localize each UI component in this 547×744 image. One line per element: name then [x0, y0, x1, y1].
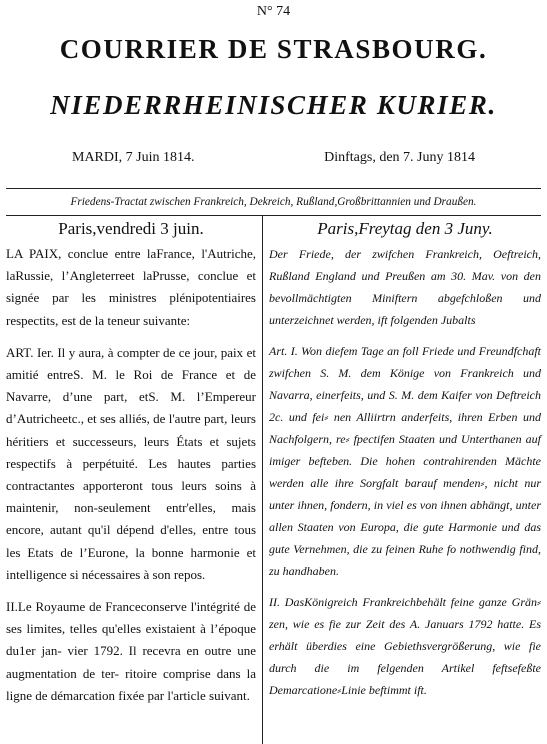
german-paragraph-2: Art. I. Won diefem Tage an foll Friede und Freundfchaft zwifchen S. M. dem Könige von Frankreich und Navarra, einerfeits, und S. M. dem Kaifer von Deftreich 2c. und fei⸗ nen Alliirtrn anderfeits, ihren Erben und Nachfolgern, re⸗ fpectifen Staaten und Unterthanen auf imiger befteben. Die hohen contrahirenden Mächte werden alle ihre Sorgfalt barauf menden⸗, nicht nur unter ihnen, fondern, in viel es von ihnen abhängt, unter allen Staaten von Europa, die gute Harmonie und das gute Vernehmen, die zu feinen Ruhe fo nothwendig find, zu handhaben.	[269, 344, 541, 578]
french-paragraph-2: ART. Ier. Il y aura, à compter de ce jour, paix et amitié entreS. M. le Roi de France et de Navarre, d’une part, etS. M. l’Empereur d’Autricheetc., et ses alliés, de l'autre part, leurs héritiers et successeurs, leurs États et sujets respectifs à perpétuité. Les hautes parties contractantes apporteront tous leurs soins à maintenir, non-seulement entr'elles, mais encore, autant qu'il dépend d'elles, entre tous les Etats de l’Eurone, la bonne harmonie et intelligence si nécessaires à son repos.	[6, 344, 256, 582]
date-french: MARDI, 7 Juin 1814.	[72, 150, 195, 165]
french-column	[6, 219, 256, 717]
german-column	[269, 219, 541, 710]
issue-number: N° 74	[256, 4, 291, 19]
french-paragraph-3: II.Le Royaume de Franceconserve l'intégrité de ses limites, telles qu'elles existaient à l’époque du1er jan- vier 1792. Il recevra en outre une augmentation de ter- ritoire comprise dans la ligne de démarcation fixée par l'article suivant.	[6, 599, 256, 703]
section-divider	[6, 215, 541, 216]
german-paragraph-3: II. DasKönigreich Frankreichbehält feine ganze Grän⸗ zen, wie es fie zur Zeit des A. Januars 1792 hatte. Es erhält überdies eine Gebiethsvergrößerung, wie fie durch die im felgenden Artikel feftsefeßte Demarcatione⸗Linie beftimmt ift.	[269, 595, 541, 697]
top-divider	[6, 188, 541, 189]
treaty-heading: Friedens-Tractat zwischen Frankreich, Dekreich, Rußland,Großbrittannien und Draußen.	[70, 196, 477, 208]
masthead-german: NIEDERRHEINISCHER KURIER.	[50, 90, 497, 120]
date-german: Dinftags, den 7. Juny 1814	[324, 150, 475, 165]
german-paragraph-1: Der Friede, der zwifchen Frankreich, Oeftreich, Rußland England und Preußen am 30. Mav. von den bevollmächtigten Miniftern abgefchloßen und unterzeichnet werden, ift folgenden Jubalts	[269, 247, 541, 327]
french-dateline: Paris,vendredi 3 juin.	[58, 219, 204, 238]
french-paragraph-1: LA PAIX, conclue entre laFrance, l'Autriche, laRussie, l’Angleterreet laPrusse, conclue et signée par les ministres plénipotentiaires respectits, est de la teneur suivante:	[6, 246, 256, 328]
masthead-french: COURRIER DE STRASBOURG.	[59, 34, 488, 64]
german-dateline: Paris,Freytag den 3 Juny.	[317, 219, 493, 238]
column-divider	[262, 215, 263, 744]
